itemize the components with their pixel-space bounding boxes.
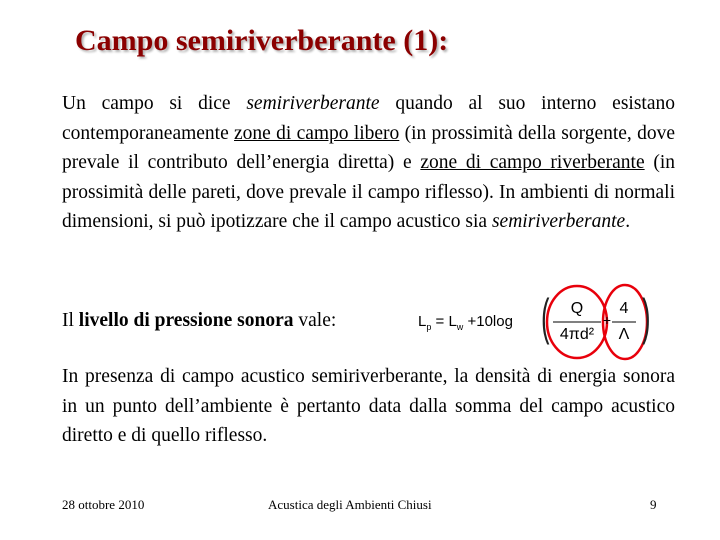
intro-term-spl: livello di pressione sonora (78, 310, 294, 331)
spl-formula (415, 282, 670, 362)
p1-text-3: quando al suo interno esistano contemporaneamente (62, 93, 675, 144)
formula-lhs (418, 313, 513, 332)
paren-open: ( (541, 289, 550, 345)
p1-text-7: (in prossimità delle pareti, dove prevale il campo riflesso). In ambienti di normali dimensioni, si può ipotizzare che il campo acustico sia (62, 152, 675, 232)
fraction2-numerator: 4 (619, 300, 629, 317)
fraction1-numerator: Q (570, 300, 584, 317)
footer-page-number: 9 (650, 497, 657, 512)
fraction2-denominator: Λ (618, 326, 630, 343)
intro-text-a: Il (62, 310, 79, 331)
conclusion-paragraph: In presenza di campo acustico semiriverberante, la densità di energia sonora in un punto dell’ambiente è pertanto data dalla somma del campo acustico diretto e di quello riflesso. (62, 366, 675, 446)
footer-course-title: Acustica degli Ambienti Chiusi (268, 497, 432, 512)
definition-paragraph (62, 89, 675, 237)
fraction1-denominator: 4πd² (559, 326, 595, 343)
lw-symbol: = L (431, 313, 457, 330)
p1-term-semiriverberante: semiriverberante (246, 93, 380, 114)
p1-term-semiriverberante-2: semiriverberante (491, 211, 626, 232)
intro-text-c: vale: (293, 310, 337, 331)
slide-title: Campo semiriverberante (1): (75, 24, 449, 57)
p1-term-reverberant-field: zone di campo riverberante (420, 152, 645, 173)
log-term: +10log (463, 313, 513, 330)
paren-close: ) (642, 289, 651, 345)
formula-intro (62, 310, 336, 332)
lw-subscript: w (456, 322, 464, 332)
p1-text-5: (in prossimità della sorgente, dove prevale il contributo dell’energia diretta) e (62, 122, 675, 173)
lp-subscript: p (426, 322, 432, 332)
p1-text-1: Un campo si dice (62, 93, 247, 114)
footer-date: 28 ottobre 2010 (62, 497, 145, 512)
lp-symbol: L (418, 313, 427, 330)
p1-term-free-field: zone di campo libero (234, 122, 400, 144)
formula-plus: + (602, 312, 612, 328)
p1-text-9: . (625, 211, 631, 232)
